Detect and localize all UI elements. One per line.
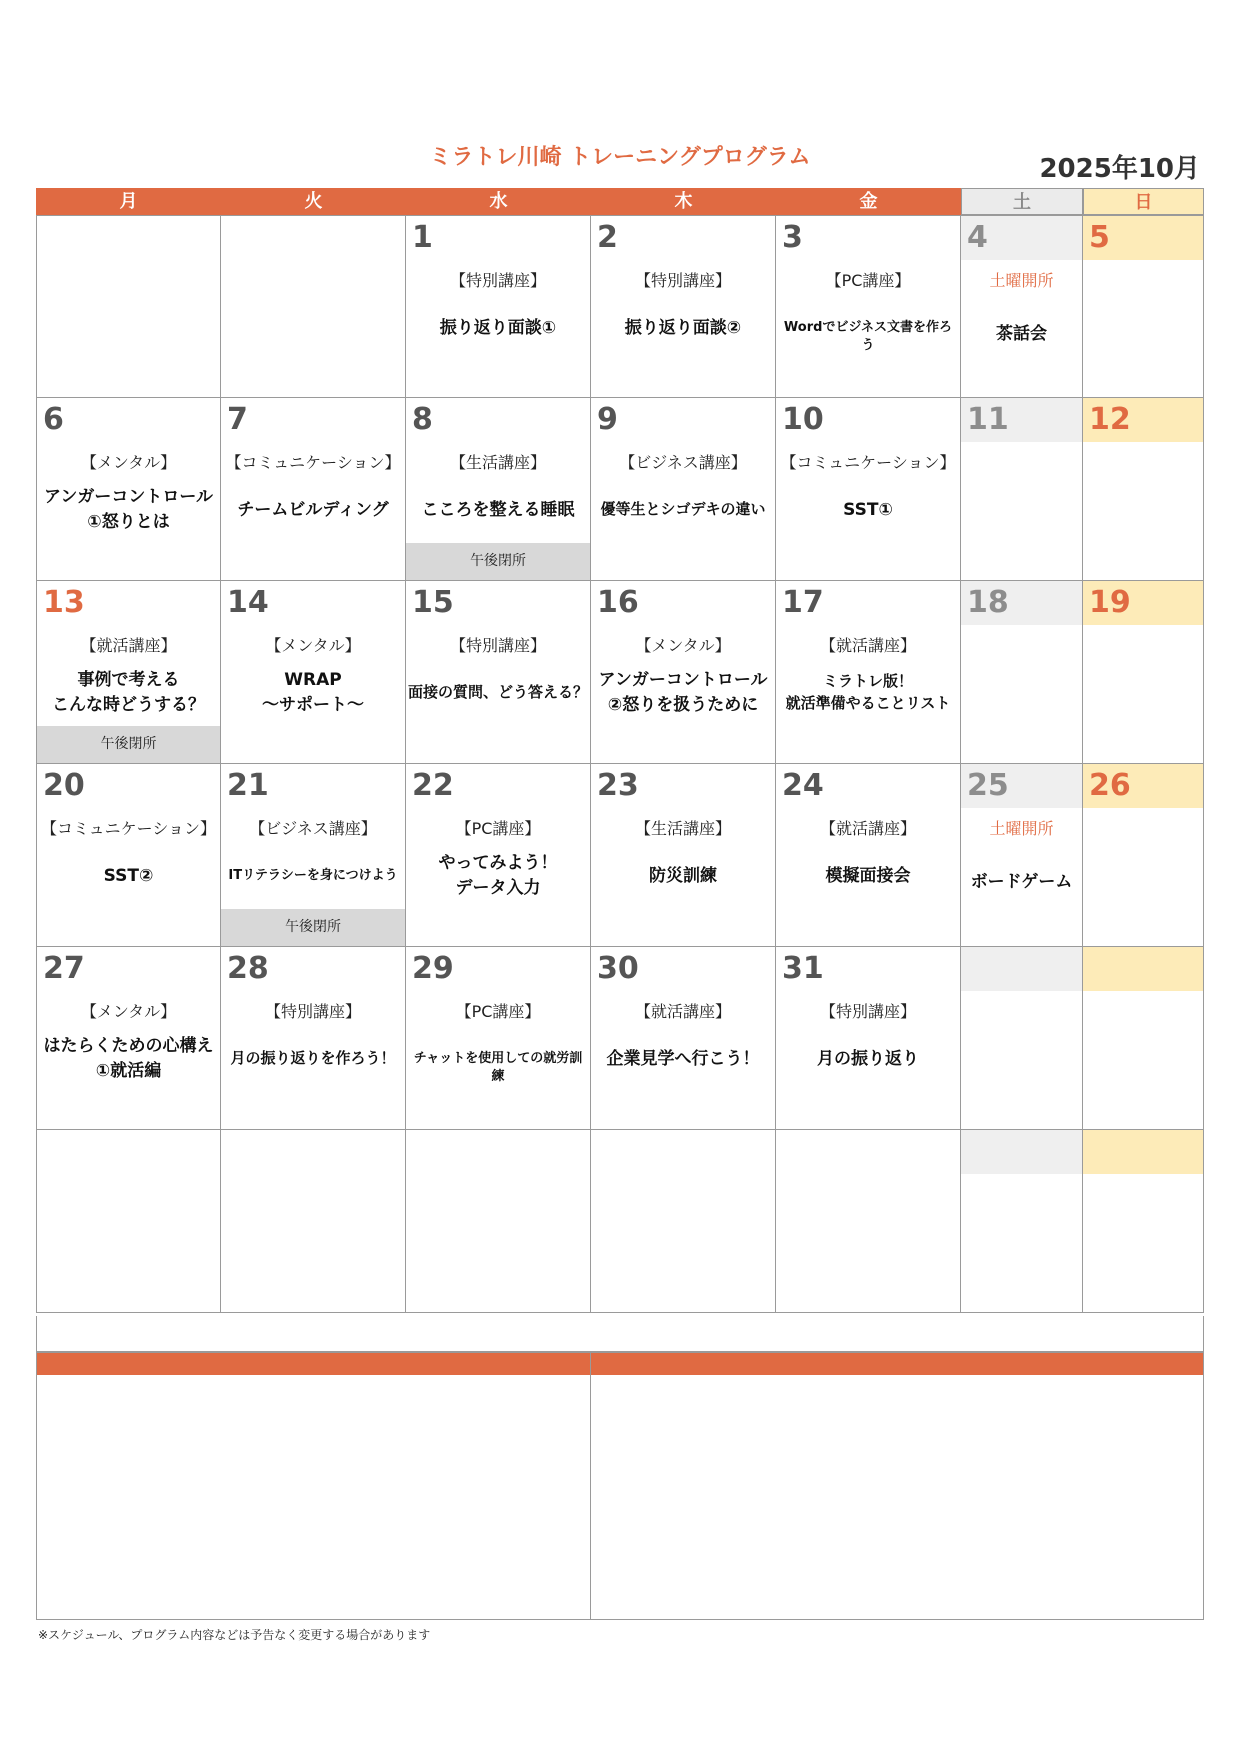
event-category: 【PC講座】 [455,1002,541,1021]
calendar-day-cell [406,215,591,398]
event-category: 【ビジネス講座】 [619,453,747,472]
spacer-row [36,1316,1204,1352]
sunday-band [1083,947,1203,991]
weekday-header: 土 [961,188,1083,215]
weekday-header: 木 [591,188,776,215]
calendar-day-cell [36,764,221,947]
calendar-grid [36,188,1204,1316]
calendar-day-cell [406,1130,591,1313]
event-title-line: ITリテラシーを身につけよう [228,867,398,883]
event-category: 【生活講座】 [449,453,546,472]
event-title-line: 月の振り返り [817,1048,919,1069]
event-title-line: SST① [843,499,893,520]
event-category: 【ビジネス講座】 [249,819,377,838]
event-title-line: アンガーコントロール [598,670,768,691]
calendar-day-cell [221,215,406,398]
notes-box-left [37,1353,590,1619]
day-number: 11 [967,402,1009,437]
event-category: 土曜開所 [989,271,1054,290]
event-title [223,498,403,523]
event-category: 土曜開所 [989,819,1054,838]
calendar-day-cell [221,1130,406,1313]
day-number: 18 [967,585,1009,620]
event-title-line: こころを整える睡眠 [421,499,575,520]
calendar-day-cell [221,764,406,947]
day-number: 19 [1089,585,1131,620]
event-category: 【メンタル】 [80,453,177,472]
event-title [408,851,588,900]
calendar-day-cell [406,947,591,1130]
calendar-day-cell [1083,764,1204,947]
event-title-line: WRAP [284,670,342,691]
event-title-line: 企業見学へ行こう！ [606,1048,760,1069]
event-category: 【メンタル】 [635,636,731,655]
footnote: ※スケジュール、プログラム内容などは予告なく変更する場合があります [38,1628,431,1642]
event-title [778,498,958,523]
event-title [593,316,773,341]
calendar-day-cell [961,764,1083,947]
event-title-line: 月の振り返りを作ろう！ [230,1049,396,1068]
event-title-line: 面接の質問、どう答える？ [408,683,589,702]
day-number: 12 [1089,402,1131,437]
closure-note: 午後閉所 [37,726,220,763]
calendar-day-cell [36,581,221,764]
calendar-day-cell [36,1130,221,1313]
event-title-line: 茶話会 [996,323,1047,344]
event-category: 【就活講座】 [80,636,177,655]
day-number: 1 [412,220,433,255]
calendar-day-cell [961,215,1083,398]
event-title-line: SST② [103,865,154,886]
calendar-day-cell [1083,1130,1204,1313]
day-number: 24 [782,768,824,803]
calendar-day-cell [591,764,776,947]
event-title-line: はたらくための心構え [43,1036,214,1057]
calendar-day-cell [961,398,1083,581]
day-number: 28 [227,951,269,986]
event-title-line: こんな時どうする？ [52,694,205,715]
event-category: 【コミュニケーション】 [225,453,401,472]
event-category: 【コミュニケーション】 [780,453,956,472]
calendar-day-cell [776,581,961,764]
event-category: 【特別講座】 [819,1002,916,1021]
calendar-day-cell [1083,947,1204,1130]
calendar-day-cell [406,764,591,947]
event-category: 【特別講座】 [634,271,731,290]
event-title [39,668,218,717]
event-title-line: ②怒りを扱うために [607,694,759,715]
event-title [963,870,1080,895]
day-number: 4 [967,220,988,255]
event-title [223,867,403,886]
event-title [408,682,588,704]
day-number: 20 [43,768,85,803]
event-title [408,316,588,341]
notes-box-left-header [37,1353,590,1375]
day-number: 27 [43,951,85,986]
event-title-line: ①怒りとは [87,511,170,532]
day-number: 16 [597,585,639,620]
calendar-day-cell [776,1130,961,1313]
day-number: 17 [782,585,824,620]
calendar-day-cell [961,947,1083,1130]
calendar-day-cell [406,581,591,764]
calendar-day-cell [221,947,406,1130]
day-number: 2 [597,220,618,255]
program-title: ミラトレ川崎 トレーニングプログラム [429,145,811,170]
event-category: 【PC講座】 [825,271,911,290]
calendar-day-cell [591,581,776,764]
event-title-line: データ入力 [455,877,541,898]
day-number: 13 [43,585,85,620]
calendar-day-cell [1083,581,1204,764]
day-number: 8 [412,402,433,437]
saturday-band [961,947,1082,991]
event-title [778,864,958,889]
day-number: 5 [1089,220,1110,255]
day-number: 23 [597,768,639,803]
calendar-day-cell [221,581,406,764]
event-title-line: ①就活編 [95,1060,162,1081]
event-title [963,322,1080,347]
calendar-day-cell [776,947,961,1130]
event-title [593,864,773,889]
weekday-header: 金 [776,188,961,215]
calendar-day-cell [961,581,1083,764]
calendar-day-cell [1083,398,1204,581]
day-number: 6 [43,402,64,437]
day-number: 29 [412,951,454,986]
event-title [778,1047,958,1072]
weekday-header: 日 [1083,188,1204,215]
calendar-day-cell [221,398,406,581]
calendar-day-cell [776,398,961,581]
day-number: 21 [227,768,269,803]
calendar-day-cell [591,947,776,1130]
event-title [39,485,218,534]
calendar-day-cell [1083,215,1204,398]
calendar-day-cell [591,1130,776,1313]
event-title [223,668,403,717]
day-number: 3 [782,220,803,255]
event-title-line: 振り返り面談① [439,317,557,338]
event-title [408,498,588,523]
event-title [593,668,773,717]
event-title-line: 事例で考える [77,670,180,691]
event-title-line: 振り返り面談② [624,317,742,338]
day-number: 30 [597,951,639,986]
event-title-line: チャットを使用しての就労訓練 [413,1050,583,1085]
event-title [408,1050,588,1088]
calendar-day-cell [591,215,776,398]
day-number: 9 [597,402,618,437]
calendar-day-cell [406,398,591,581]
notes-box-right-header [591,1353,1203,1375]
calendar-day-cell [776,215,961,398]
event-title-line: アンガーコントロール [44,487,213,508]
weekday-header: 火 [221,188,406,215]
event-category: 【就活講座】 [634,1002,731,1021]
event-title [593,1047,773,1072]
event-title [778,319,958,357]
event-title-line: 防災訓練 [649,865,717,886]
day-number: 14 [227,585,269,620]
sunday-band [1083,1130,1203,1174]
event-category: 【コミュニケーション】 [40,819,217,838]
closure-note: 午後閉所 [221,909,405,946]
notes-area [36,1352,1204,1620]
day-number: 26 [1089,768,1131,803]
closure-note: 午後閉所 [406,543,590,580]
event-title-line: ボードゲーム [970,871,1073,892]
event-category: 【就活講座】 [819,819,916,838]
event-category: 【メンタル】 [265,636,361,655]
event-title-line: ミラトレ版！ [822,672,913,691]
day-number: 15 [412,585,454,620]
saturday-band [961,1130,1082,1174]
calendar-day-cell [36,947,221,1130]
month-label: 2025年10月 [1039,154,1200,184]
event-category: 【生活講座】 [634,819,731,838]
calendar-day-cell [36,215,221,398]
event-title [39,1034,218,1083]
event-title-line: Wordでビジネス文書を作ろう [783,319,953,354]
weekday-header: 水 [406,188,591,215]
calendar-day-cell [776,764,961,947]
notes-box-right [590,1353,1203,1619]
day-number: 22 [412,768,454,803]
day-number: 7 [227,402,248,437]
event-category: 【就活講座】 [819,636,916,655]
calendar-day-cell [36,398,221,581]
event-title-line: やってみよう！ [438,853,558,874]
event-category: 【特別講座】 [264,1002,361,1021]
event-category: 【特別講座】 [449,271,546,290]
day-number: 25 [967,768,1009,803]
event-title-line: 優等生とシゴデキの違い [600,500,766,519]
event-title [223,1048,403,1070]
event-title-line: 模擬面接会 [825,865,911,886]
event-category: 【メンタル】 [80,1002,177,1021]
event-title [593,499,773,521]
day-number: 31 [782,951,824,986]
weekday-header: 月 [36,188,221,215]
event-title [778,671,958,715]
day-number: 10 [782,402,824,437]
event-title [39,864,218,889]
calendar-day-cell [961,1130,1083,1313]
event-title-line: ～サポート～ [262,694,364,715]
event-category: 【PC講座】 [455,819,541,838]
calendar-day-cell [591,398,776,581]
event-category: 【特別講座】 [449,636,546,655]
event-title-line: 就活準備やることリスト [785,694,951,712]
event-title-line: チームビルディング [237,499,389,520]
